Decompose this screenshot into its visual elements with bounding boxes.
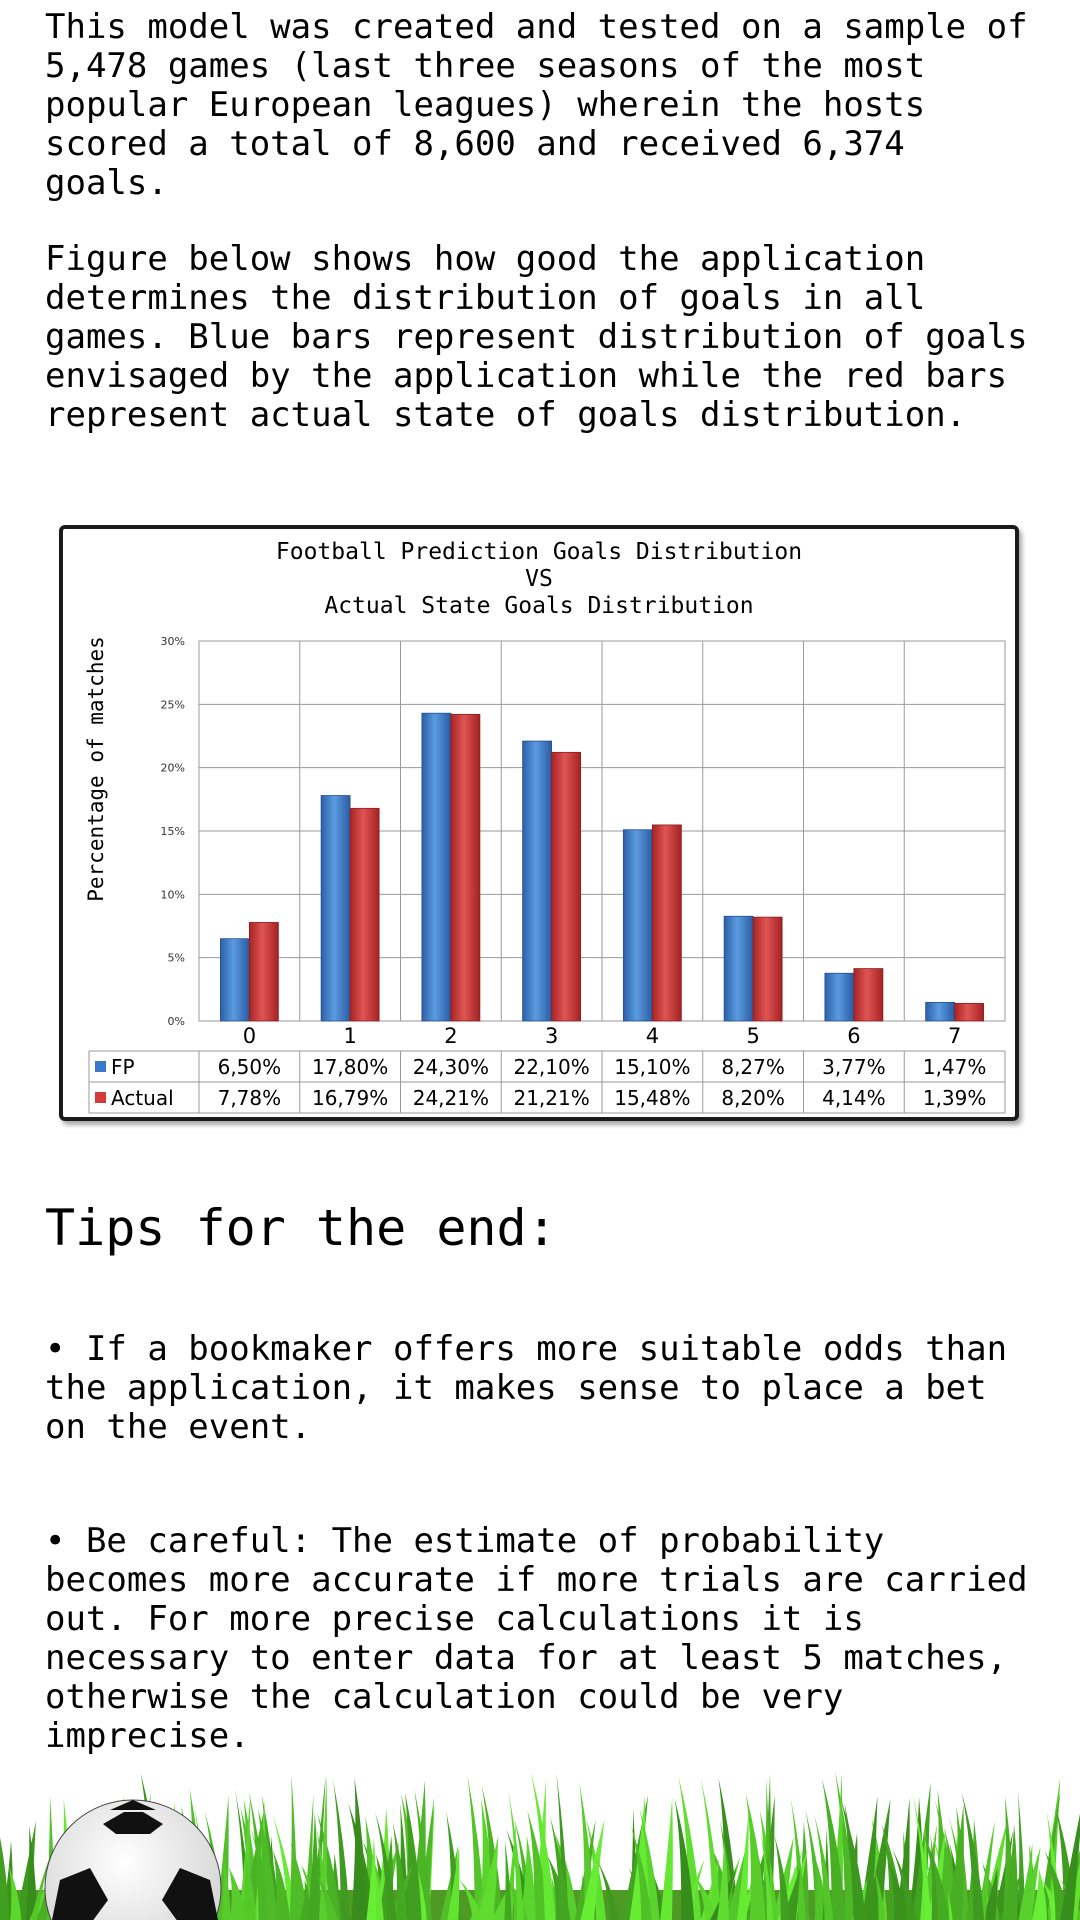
figure-description-paragraph: Figure below shows how good the application determines the distribution of goals in all games. Blue bars represent distribution of goals envisaged by the application while the red bars represent actual state of goals distribution. xyxy=(45,239,1049,435)
bar-fp-0 xyxy=(220,939,249,1021)
grass-football-footer xyxy=(0,1770,1080,1920)
bar-fp-1 xyxy=(321,796,350,1021)
table-cell-fp-7: 1,47% xyxy=(922,1055,987,1079)
goals-distribution-chart xyxy=(59,525,1019,1121)
bar-actual-5 xyxy=(753,917,782,1021)
table-cell-fp-3: 22,10% xyxy=(513,1055,590,1079)
table-cell-fp-2: 24,30% xyxy=(412,1055,490,1079)
table-cell-actual-3: 21,21% xyxy=(513,1086,590,1110)
y-tick-label: 25% xyxy=(160,698,185,712)
table-cell-fp-1: 17,80% xyxy=(311,1055,389,1079)
x-tick-label-6: 6 xyxy=(847,1024,861,1048)
legend-label-actual: Actual xyxy=(111,1086,174,1110)
table-cell-actual-0: 7,78% xyxy=(217,1086,282,1110)
x-tick-label-7: 7 xyxy=(947,1024,962,1048)
tip-item-be-careful: • Be careful: The estimate of probability becomes more accurate if more trials are carried out. For more precise calculations it is necessary to enter data for at least 5 matches, otherwise the calculation could be very imprecise. xyxy=(45,1521,1049,1756)
table-cell-fp-6: 3,77% xyxy=(822,1055,886,1079)
bar-fp-4 xyxy=(623,830,652,1021)
table-cell-actual-7: 1,39% xyxy=(922,1086,987,1110)
chart-title-line-1: VS xyxy=(525,566,553,592)
bar-actual-1 xyxy=(350,808,379,1021)
tips-heading: Tips for the end: xyxy=(45,1199,557,1257)
y-tick-label: 20% xyxy=(160,761,185,775)
x-tick-label-4: 4 xyxy=(645,1024,660,1048)
bar-actual-4 xyxy=(652,825,681,1021)
bar-fp-2 xyxy=(422,713,451,1021)
table-cell-fp-0: 6,50% xyxy=(217,1055,282,1079)
legend-swatch-fp xyxy=(95,1061,106,1072)
intro-paragraph: This model was created and tested on a sample of 5,478 games (last three seasons of the most popular European leagues) wherein the hosts scored a total of 8,600 and received 6,374 goals. xyxy=(45,7,1049,203)
chart-title-line-2: Actual State Goals Distribution xyxy=(324,593,754,619)
bar-fp-7 xyxy=(926,1002,955,1021)
y-tick-label: 30% xyxy=(160,635,185,648)
bar-actual-3 xyxy=(552,752,581,1021)
y-axis-label: Percentage of matches xyxy=(84,636,108,902)
chart-title-line-0: Football Prediction Goals Distribution xyxy=(275,539,803,565)
x-tick-label-0: 0 xyxy=(242,1024,257,1048)
table-cell-actual-4: 15,48% xyxy=(614,1086,691,1110)
bar-fp-6 xyxy=(825,973,854,1021)
x-tick-label-5: 5 xyxy=(746,1024,760,1048)
tip-item-bookmaker: • If a bookmaker offers more suitable odds than the application, it makes sense to place a bet on the event. xyxy=(45,1329,1028,1447)
table-cell-actual-2: 24,21% xyxy=(412,1086,490,1110)
y-tick-label: 15% xyxy=(160,825,185,838)
legend-swatch-actual xyxy=(95,1092,106,1103)
y-tick-label: 0% xyxy=(167,1015,185,1028)
bar-fp-5 xyxy=(724,916,753,1021)
table-cell-actual-1: 16,79% xyxy=(311,1086,389,1110)
bar-actual-0 xyxy=(249,922,278,1021)
chart-canvas xyxy=(63,529,1015,1117)
table-cell-actual-5: 8,20% xyxy=(721,1086,785,1110)
bar-fp-3 xyxy=(523,741,552,1021)
legend-label-fp: FP xyxy=(111,1055,135,1079)
table-cell-fp-5: 8,27% xyxy=(721,1055,785,1079)
y-tick-label: 10% xyxy=(160,888,185,902)
x-tick-label-2: 2 xyxy=(444,1024,458,1048)
y-tick-label: 5% xyxy=(167,951,185,965)
x-tick-label-3: 3 xyxy=(544,1024,559,1048)
table-cell-fp-4: 15,10% xyxy=(614,1055,691,1079)
bar-actual-6 xyxy=(854,969,883,1021)
bar-actual-2 xyxy=(451,714,480,1021)
table-cell-actual-6: 4,14% xyxy=(822,1086,886,1110)
bar-actual-7 xyxy=(955,1003,984,1021)
x-tick-label-1: 1 xyxy=(343,1024,357,1048)
